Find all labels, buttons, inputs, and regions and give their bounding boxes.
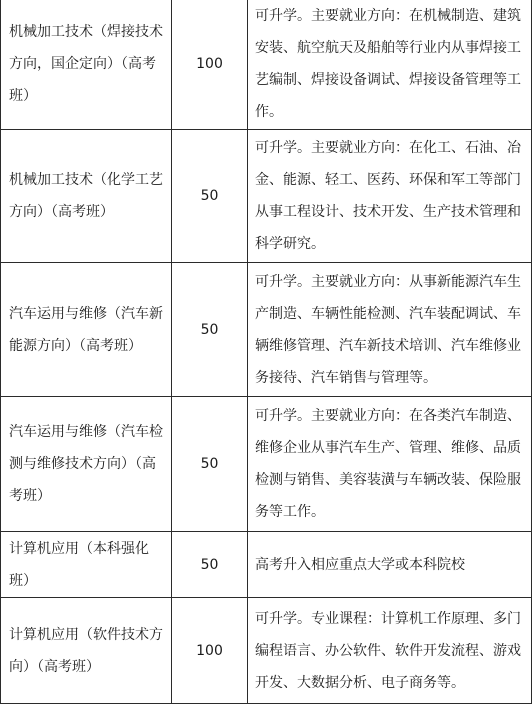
table-row (1, 0, 532, 130)
program-name-cell: 计算机应用（软件技术方向）（高考班） (1, 598, 172, 704)
enrollment-count-cell: 50 (172, 263, 248, 397)
enrollment-count-cell: 50 (172, 532, 248, 598)
table-row (1, 532, 532, 598)
enrollment-count-cell: 50 (172, 130, 248, 263)
table-row (1, 598, 532, 704)
program-description-cell: 高考升入相应重点大学或本科院校 (248, 532, 532, 598)
table-row (1, 130, 532, 263)
table-row (1, 263, 532, 397)
program-description-cell: 可升学。主要就业方向：在化工、石油、冶金、能源、轻工、医药、环保和军工等部门从事工程设计、技术开发、生产技术管理和科学研究。 (248, 130, 532, 263)
program-description-cell: 可升学。专业课程：计算机工作原理、多门编程语言、办公软件、软件开发流程、游戏开发、大数据分析、电子商务等。 (248, 598, 532, 704)
enrollment-count-cell: 100 (172, 598, 248, 704)
program-description-cell: 可升学。主要就业方向：在各类汽车制造、维修企业从事汽车生产、管理、维修、品质检测与销售、美容装潢与车辆改装、保险服务等工作。 (248, 397, 532, 532)
table-row (1, 397, 532, 532)
enrollment-count-cell: 50 (172, 397, 248, 532)
program-name-cell: 机械加工技术（焊接技术方向，国企定向）（高考班） (1, 0, 172, 130)
program-name-cell: 机械加工技术（化学工艺方向）（高考班） (1, 130, 172, 263)
program-description-cell: 可升学。主要就业方向：从事新能源汽车生产制造、车辆性能检测、汽车装配调试、车辆维修管理、汽车新技术培训、汽车维修业务接待、汽车销售与管理等。 (248, 263, 532, 397)
enrollment-count-cell: 100 (172, 0, 248, 130)
program-name-cell: 汽车运用与维修（汽车新能源方向）（高考班） (1, 263, 172, 397)
program-description-cell: 可升学。主要就业方向：在机械制造、建筑安装、航空航天及船舶等行业内从事焊接工艺编制、焊接设备调试、焊接设备管理等工作。 (248, 0, 532, 130)
program-name-cell: 计算机应用（本科强化班） (1, 532, 172, 598)
program-name-cell: 汽车运用与维修（汽车检测与维修技术方向）（高考班） (1, 397, 172, 532)
